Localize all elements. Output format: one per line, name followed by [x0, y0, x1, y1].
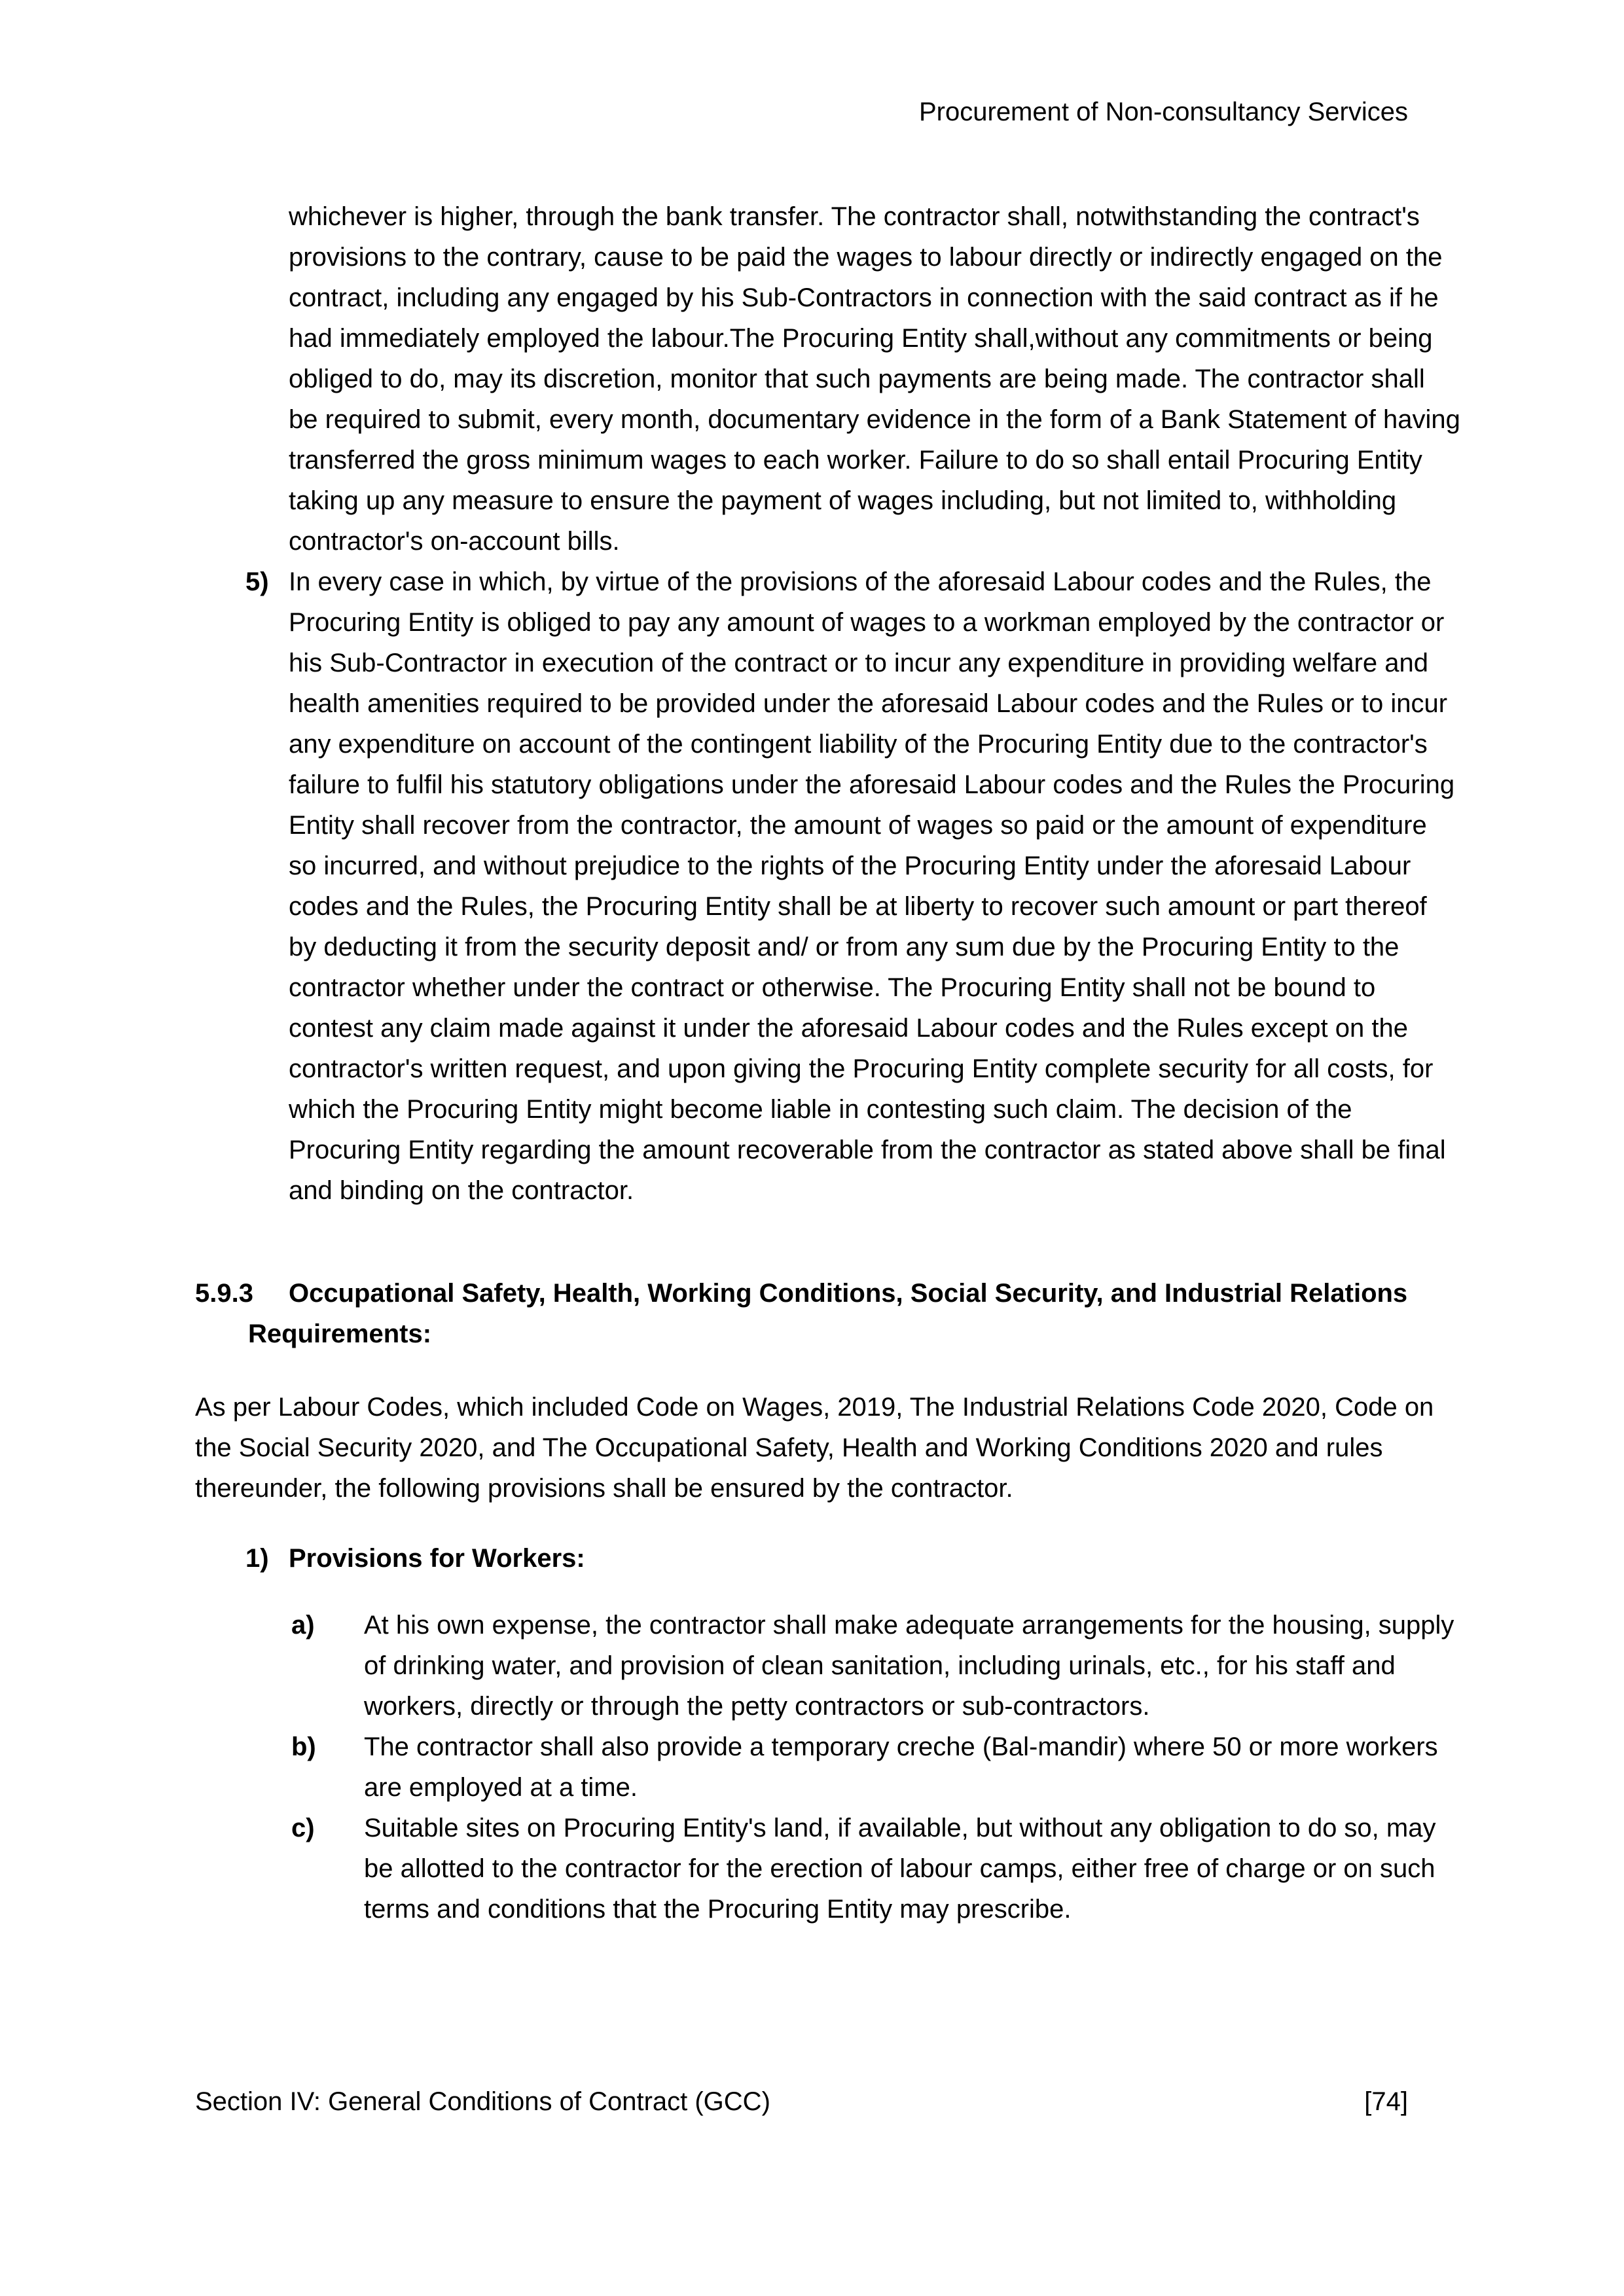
list-item-1: [245, 1538, 1460, 1579]
footer-section-label: Section IV: General Conditions of Contract (GCC): [195, 2087, 770, 2116]
paragraph-labour-codes: As per Labour Codes, which included Code on Wages, 2019, The Industrial Relations Code 2020, Code on the Social Security 2020, and The Occupational Safety, Health and Working Conditions 2020 and rules thereunder, the following provisions shall be ensured by the contractor.: [195, 1393, 1434, 1503]
sub-item-a-marker: a): [291, 1611, 315, 1640]
page-content: [195, 196, 1460, 1929]
list-item-1-marker: 1): [245, 1544, 269, 1573]
page-footer: [195, 2081, 1408, 2122]
sub-item-b-text: The contractor shall also provide a temporary creche (Bal-mandir) where 50 or more workers are employed at a time.: [364, 1732, 1438, 1802]
header-title: Procurement of Non-consultancy Services: [919, 98, 1408, 126]
sub-item-a: [291, 1605, 1460, 1727]
list-item-1-text: Provisions for Workers:: [289, 1544, 585, 1573]
list-item-5: [245, 562, 1460, 1211]
list-item-5-text: In every case in which, by virtue of the provisions of the aforesaid Labour codes and the Rules, the Procuring Entity is obliged to pay any amount of wages to a workman employed by the contractor or his Sub-Contractor in execution of the contract or to incur any expenditure in providing welfare and health amenities required to be provided under the aforesaid Labour codes and the Rules or to incur any expenditure on account of the contingent liability of the Procuring Entity due to the contractor's failure to fulfil his statutory obligations under the aforesaid Labour codes and the Rules the Procuring Entity shall recover from the contractor, the amount of wages so paid or the amount of expenditure so incurred, and without prejudice to the rights of the Procuring Entity under the aforesaid Labour codes and the Rules, the Procuring Entity shall be at liberty to recover such amount or part thereof by deducting it from the security deposit and/ or from any sum due by the Procuring Entity to the contractor whether under the contract or otherwise. The Procuring Entity shall not be bound to contest any claim made against it under the aforesaid Labour codes and the Rules except on the contractor's written request, and upon giving the Procuring Entity complete security for all costs, for which the Procuring Entity might become liable in contesting such claim. The decision of the Procuring Entity regarding the amount recoverable from the contractor as stated above shall be final and binding on the contractor.: [289, 567, 1455, 1205]
sub-item-c: [291, 1808, 1460, 1929]
section-heading-text: Occupational Safety, Health, Working Conditions, Social Security, and Industrial Relations Requirements:: [248, 1279, 1408, 1348]
page-header: [195, 92, 1408, 132]
paragraph-wage-payment-continuation: whichever is higher, through the bank transfer. The contractor shall, notwithstanding the contract's provisions to the contrary, cause to be paid the wages to labour directly or indirectly engaged on the contract, including any engaged by his Sub-Contractors in connection with the said contract as if he had immediately employed the labour.The Procuring Entity shall,without any commitments or being obliged to do, may its discretion, monitor that such payments are being made. The contractor shall be required to submit, every month, documentary evidence in the form of a Bank Statement of having transferred the gross minimum wages to each worker. Failure to do so shall entail Procuring Entity taking up any measure to ensure the payment of wages including, but not limited to, withholding contractor's on-account bills.: [289, 202, 1460, 556]
sub-item-b-marker: b): [291, 1732, 316, 1761]
sub-item-b: [291, 1727, 1460, 1808]
list-item-5-marker: 5): [245, 567, 269, 596]
section-heading-number: 5.9.3: [195, 1279, 253, 1308]
sub-item-a-text: At his own expense, the contractor shall make adequate arrangements for the housing, supply of drinking water, and provision of clean sanitation, including urinals, etc., for his staff and workers, directly or through the petty contractors or sub-contractors.: [364, 1611, 1454, 1721]
sub-item-list: [195, 1605, 1460, 1929]
section-heading-5-9-3: [195, 1273, 1460, 1354]
sub-item-c-marker: c): [291, 1814, 315, 1842]
sub-item-c-text: Suitable sites on Procuring Entity's land, if available, but without any obligation to do so, may be allotted to the contractor for the erection of labour camps, either free of charge or on such terms and conditions that the Procuring Entity may prescribe.: [364, 1814, 1436, 1924]
footer-page-number: [74]: [1364, 2087, 1408, 2116]
